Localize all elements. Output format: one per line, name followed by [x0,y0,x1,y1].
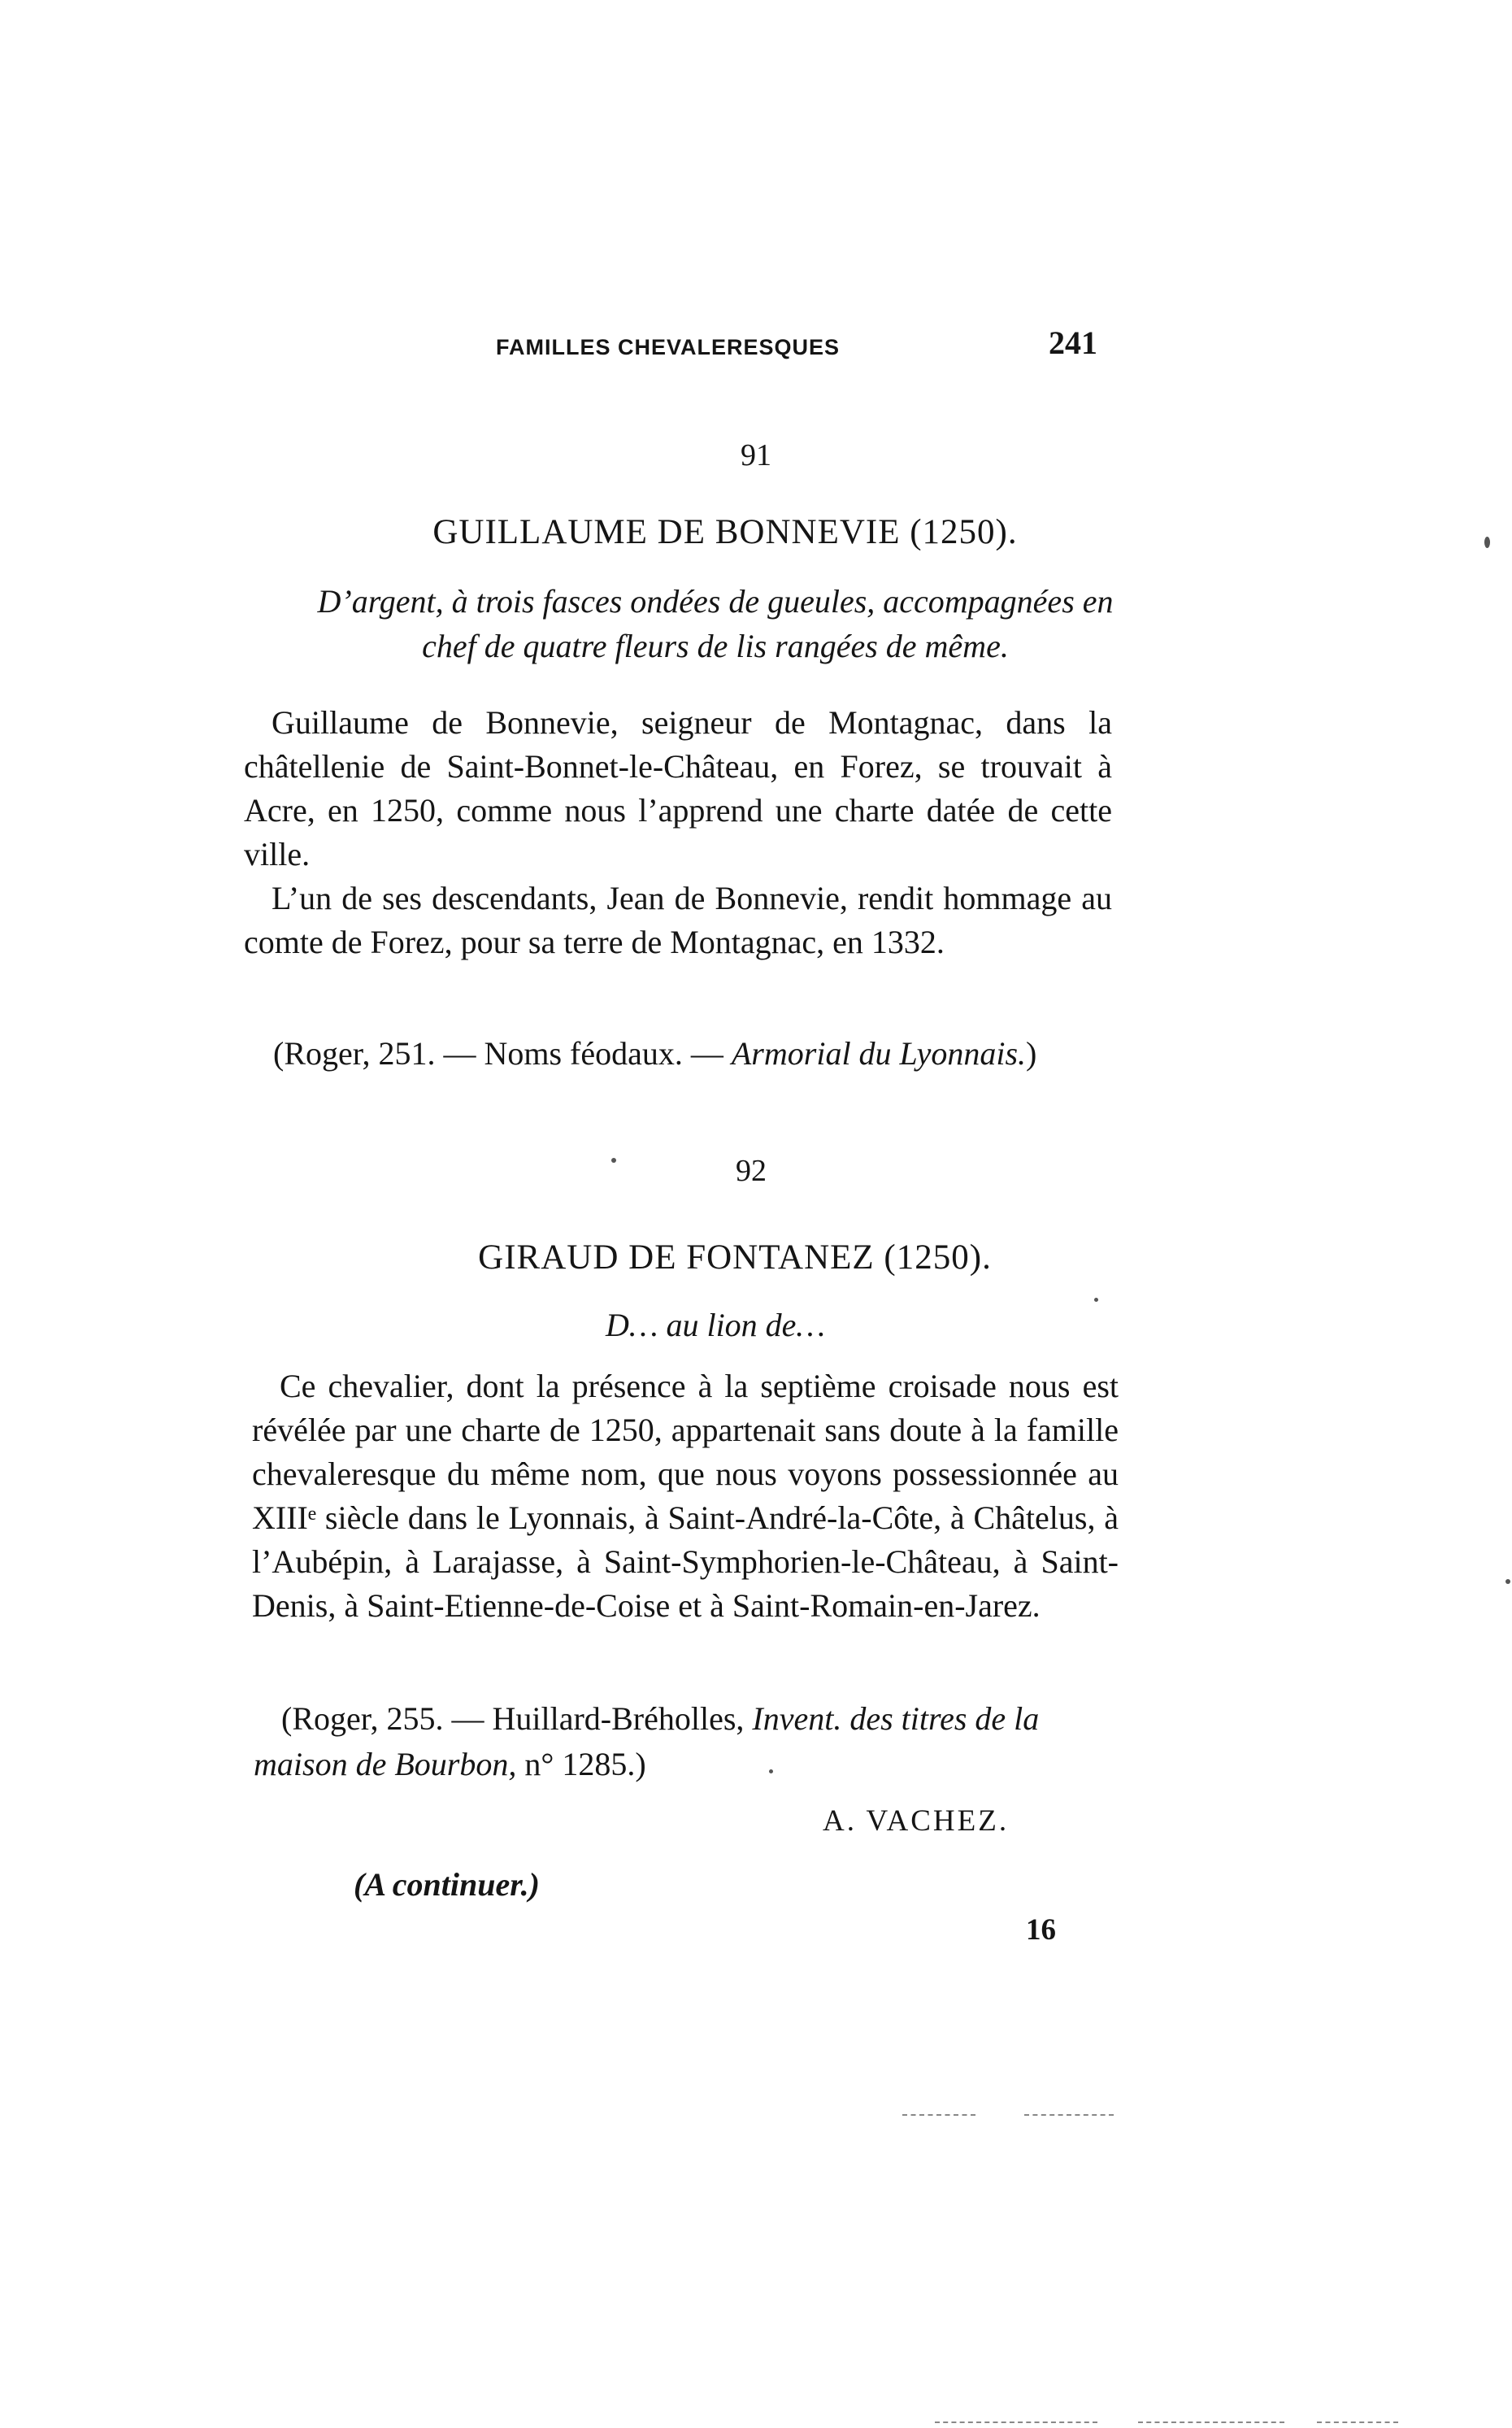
paragraph: L’un de ses descendants, Jean de Bonnevie, rendit hommage au comte de Forez, pour sa terre de Montagnac, en 1332. [244,880,1112,960]
entry-title: GUILLAUME DE BONNEVIE (1250). [432,513,1018,551]
continuation-note: (A continuer.) [354,1866,540,1903]
scan-artifact [1138,2421,1284,2423]
blazon-line: D’argent, à trois fasces ondées de gueules, accompagnées en [317,583,1114,620]
scan-artifact [902,2114,975,2116]
scan-speck [1094,1298,1098,1302]
scan-artifact [935,2421,1097,2423]
reference-text: (Roger, 251. — Noms féodaux. — [273,1035,732,1072]
entry-body [252,1364,1119,1628]
reference-close: ) [1026,1035,1037,1072]
reference-text: (Roger, 255. — Huillard-Bréholles, [281,1700,753,1737]
reference [273,1031,1119,1077]
reference-title: Armorial du Lyonnais. [731,1035,1027,1072]
scan-speck [1484,537,1490,548]
blazon [244,579,1187,668]
author-signature: A. VACHEZ. [823,1804,1010,1838]
entry-number: 92 [736,1154,767,1188]
paragraph: Guillaume de Bonnevie, seigneur de Montagnac, dans la châtellenie de Saint-Bonnet-le-Château, en Forez, se trouvait à Acre, en 1250, comme nous l’apprend une charte datée de cette ville. [244,704,1112,872]
scan-speck [611,1158,616,1163]
scan-artifact [1024,2114,1114,2116]
blazon [244,1303,1187,1347]
scan-speck [769,1769,773,1773]
scan-artifact [1317,2421,1398,2423]
scan-speck [1505,1579,1510,1584]
paragraph: Ce chevalier, dont la présence à la septième croisade nous est révélée par une charte de 1250, appartenait sans doute à la famille chevaleresque du même nom, que nous voyons possessionnée au XIIIᵉ siècle dans le Lyonnais, à Saint-André-la-Côte, à Châtelus, à l’Aubépin, à Larajasse, à Saint-Symphorien-le-Château, à Saint-Denis, à Saint-Etienne-de-Coise et à Saint-Romain-en-Jarez. [252,1368,1119,1624]
signature-mark: 16 [1026,1913,1056,1947]
page-number: 241 [1049,324,1097,361]
reference [254,1696,1125,1787]
entry-body [244,701,1112,964]
entry-number: 91 [741,438,771,472]
reference-close: n° 1285.) [516,1746,646,1782]
blazon-line: D… au lion de… [606,1307,825,1343]
blazon-line: chef de quatre fleurs de lis rangées de même. [422,628,1009,664]
entry-title: GIRAUD DE FONTANEZ (1250). [478,1238,992,1277]
reference-title: Invent. des titres de la maison de Bourbon, [254,1700,1040,1782]
running-title: FAMILLES CHEVALERESQUES [496,335,841,359]
